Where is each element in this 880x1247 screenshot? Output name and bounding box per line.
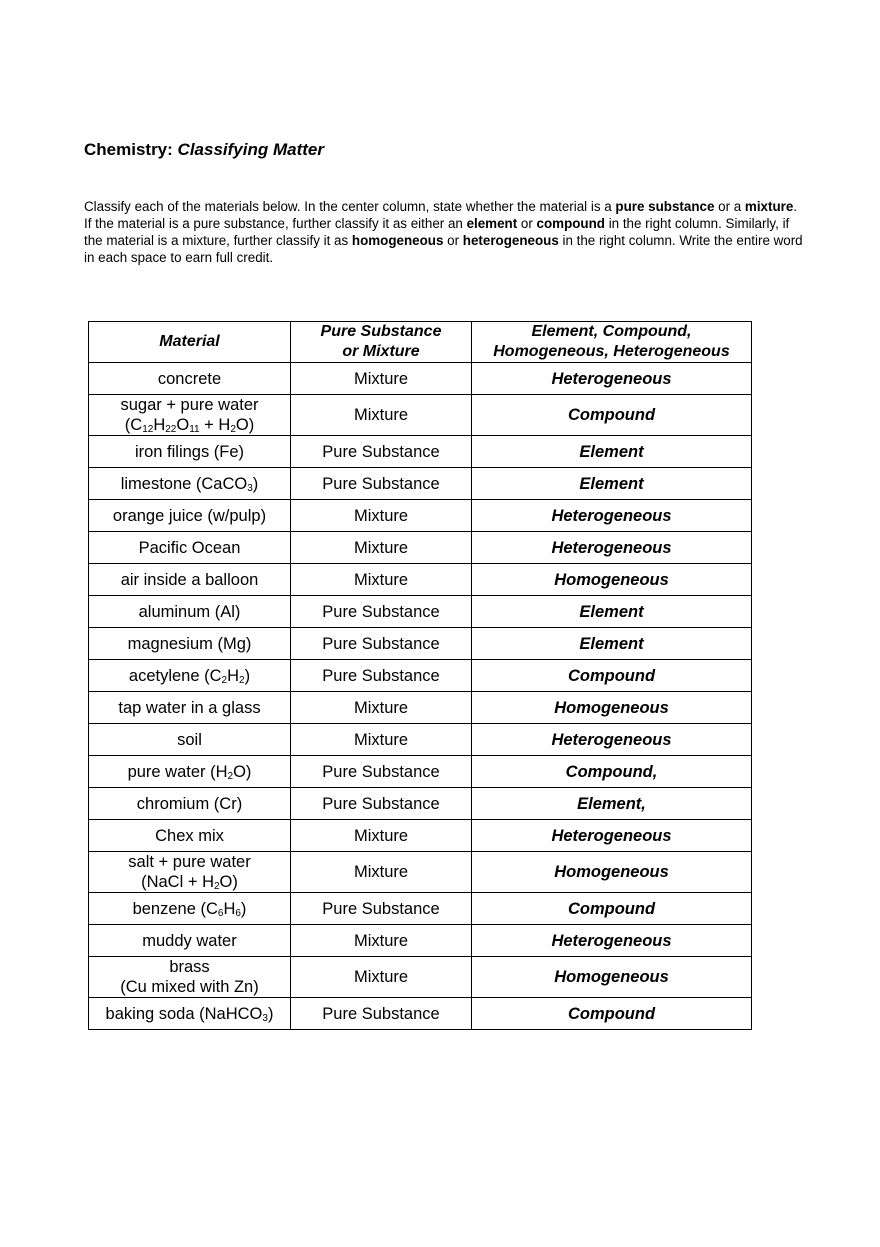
- formula-subscript: 2: [227, 770, 234, 782]
- material-cell: aluminum (Al): [89, 596, 291, 628]
- table-row: [89, 893, 752, 925]
- class-cell: Element: [472, 468, 752, 500]
- class-cell: Element: [472, 436, 752, 468]
- class-cell: Heterogeneous: [472, 925, 752, 957]
- formula-text: ): [240, 899, 247, 918]
- type-cell: Mixture: [291, 820, 472, 852]
- type-cell: Mixture: [291, 925, 472, 957]
- instr-text: Classify each of the materials below. In the center column, state whether the material is a: [84, 199, 616, 214]
- type-cell: Pure Substance: [291, 998, 472, 1030]
- formula-text: benzene (C: [132, 899, 218, 918]
- material-cell: concrete: [89, 363, 291, 395]
- class-cell: Homogeneous: [472, 564, 752, 596]
- formula-subscript: 2: [213, 881, 220, 892]
- table-row: [89, 532, 752, 564]
- instr-bold-homogeneous: homogeneous: [351, 233, 444, 248]
- material-cell: orange juice (w/pulp): [89, 500, 291, 532]
- instr-text: in the right column. Write the entire word in each space to earn full credit.: [84, 233, 803, 265]
- class-cell: Heterogeneous: [472, 500, 752, 532]
- formula-subscript: 3: [247, 482, 253, 494]
- header-pure-line2: or Mixture: [342, 343, 420, 360]
- material-line2: [91, 415, 288, 435]
- table-row: [89, 500, 752, 532]
- material-cell: [89, 660, 291, 692]
- page-title: [84, 140, 324, 160]
- material-cell: muddy water: [89, 925, 291, 957]
- formula-text: (C: [124, 416, 143, 434]
- material-line2: [91, 872, 288, 892]
- material-cell: [89, 998, 291, 1030]
- table-row: [89, 925, 752, 957]
- material-cell: [89, 893, 291, 925]
- instr-text: in the right column. Similarly, if the material is a mixture, further classify it as: [84, 216, 790, 248]
- formula-subscript: 11: [189, 424, 200, 435]
- material-cell: iron filings (Fe): [89, 436, 291, 468]
- title-subtitle: Classifying Matter: [177, 140, 324, 159]
- material-cell: magnesium (Mg): [89, 628, 291, 660]
- material-line1: sugar + pure water: [120, 396, 259, 414]
- table-row: [89, 852, 752, 893]
- formula-subscript: 6: [217, 907, 224, 919]
- class-cell: Homogeneous: [472, 692, 752, 724]
- table-header-row: [89, 322, 752, 363]
- class-cell: Element: [472, 596, 752, 628]
- formula-text: baking soda (NaHCO: [105, 1004, 263, 1023]
- header-pure-line1: Pure Substance: [320, 323, 442, 340]
- header-cls-line1: Element, Compound,: [531, 323, 692, 340]
- type-cell: Mixture: [291, 692, 472, 724]
- formula-text: H: [223, 899, 236, 918]
- formula-subscript: 22: [165, 424, 177, 435]
- material-cell: soil: [89, 724, 291, 756]
- formula-text: acetylene (C: [128, 666, 222, 685]
- type-cell: Pure Substance: [291, 628, 472, 660]
- instr-text: . If the material is a pure substance, further classify it as either an: [84, 199, 798, 231]
- formula-text: O): [233, 762, 252, 781]
- class-cell: Compound: [472, 998, 752, 1030]
- class-cell: Heterogeneous: [472, 820, 752, 852]
- formula-text: (NaCl + H: [141, 873, 214, 891]
- type-cell: Mixture: [291, 532, 472, 564]
- class-cell: Heterogeneous: [472, 363, 752, 395]
- class-cell: Homogeneous: [472, 957, 752, 998]
- material-cell: [89, 756, 291, 788]
- table-row: [89, 395, 752, 436]
- class-cell: Element,: [472, 788, 752, 820]
- classification-table: [88, 321, 752, 1030]
- table-row: [89, 363, 752, 395]
- material-cell: chromium (Cr): [89, 788, 291, 820]
- material-cell: [89, 852, 291, 893]
- class-cell: Homogeneous: [472, 852, 752, 893]
- type-cell: Mixture: [291, 395, 472, 436]
- material-cell: [89, 468, 291, 500]
- table-row: [89, 436, 752, 468]
- material-line1: salt + pure water: [128, 853, 251, 871]
- table-row: [89, 820, 752, 852]
- formula-text: H: [153, 416, 166, 434]
- type-cell: Pure Substance: [291, 468, 472, 500]
- type-cell: Mixture: [291, 363, 472, 395]
- table-row: [89, 998, 752, 1030]
- formula-text: limestone (CaCO: [120, 474, 248, 493]
- instr-bold-element: element: [466, 216, 518, 231]
- header-pure-or-mixture: [291, 322, 472, 363]
- formula-text: O): [219, 873, 238, 891]
- class-cell: Compound,: [472, 756, 752, 788]
- formula-text: ): [244, 666, 251, 685]
- table-row: [89, 660, 752, 692]
- material-line1: brass: [169, 958, 210, 976]
- formula-text: ): [267, 1004, 274, 1023]
- header-classification: [472, 322, 752, 363]
- material-cell: tap water in a glass: [89, 692, 291, 724]
- formula-text: pure water (H: [127, 762, 228, 781]
- table-row: [89, 628, 752, 660]
- formula-subscript: 3: [262, 1012, 268, 1024]
- header-material: [89, 322, 291, 363]
- class-cell: Compound: [472, 395, 752, 436]
- formula-subscript: 2: [221, 674, 228, 686]
- instr-text: or: [443, 233, 463, 248]
- formula-text: O: [176, 416, 190, 434]
- material-cell: [89, 957, 291, 998]
- material-cell: Chex mix: [89, 820, 291, 852]
- type-cell: Mixture: [291, 852, 472, 893]
- formula-subscript: 2: [239, 674, 245, 686]
- class-cell: Heterogeneous: [472, 532, 752, 564]
- table-row: [89, 468, 752, 500]
- instr-bold-heterogeneous: heterogeneous: [462, 233, 559, 248]
- formula-subscript: 12: [142, 424, 154, 435]
- instr-bold-compound: compound: [536, 216, 605, 231]
- class-cell: Heterogeneous: [472, 724, 752, 756]
- formula-subscript: 6: [235, 907, 241, 919]
- material-line2: (Cu mixed with Zn): [120, 978, 259, 996]
- class-cell: Element: [472, 628, 752, 660]
- formula-subscript: 2: [230, 424, 236, 435]
- formula-text: ): [252, 474, 259, 493]
- type-cell: Mixture: [291, 500, 472, 532]
- material-cell: air inside a balloon: [89, 564, 291, 596]
- type-cell: Mixture: [291, 564, 472, 596]
- type-cell: Pure Substance: [291, 893, 472, 925]
- table-row: [89, 724, 752, 756]
- table-row: [89, 788, 752, 820]
- type-cell: Mixture: [291, 724, 472, 756]
- header-cls-line2: Homogeneous, Heterogeneous: [493, 343, 730, 360]
- table-row: [89, 692, 752, 724]
- formula-text: + H: [199, 416, 231, 434]
- table-row: [89, 756, 752, 788]
- type-cell: Pure Substance: [291, 660, 472, 692]
- type-cell: Mixture: [291, 957, 472, 998]
- material-cell: Pacific Ocean: [89, 532, 291, 564]
- instr-text: or: [517, 216, 537, 231]
- title-main: Chemistry:: [84, 140, 173, 159]
- type-cell: Pure Substance: [291, 596, 472, 628]
- formula-text: O): [235, 416, 255, 434]
- table-row: [89, 596, 752, 628]
- type-cell: Pure Substance: [291, 788, 472, 820]
- type-cell: Pure Substance: [291, 436, 472, 468]
- instructions-paragraph: [84, 198, 804, 266]
- instr-text: or a: [714, 199, 745, 214]
- formula-text: H: [227, 666, 240, 685]
- table-row: [89, 957, 752, 998]
- table-row: [89, 564, 752, 596]
- header-material-label: Material: [159, 333, 220, 350]
- class-cell: Compound: [472, 660, 752, 692]
- type-cell: Pure Substance: [291, 756, 472, 788]
- instr-bold-pure-substance: pure substance: [615, 199, 715, 214]
- instr-bold-mixture: mixture: [744, 199, 794, 214]
- class-cell: Compound: [472, 893, 752, 925]
- material-cell: [89, 395, 291, 436]
